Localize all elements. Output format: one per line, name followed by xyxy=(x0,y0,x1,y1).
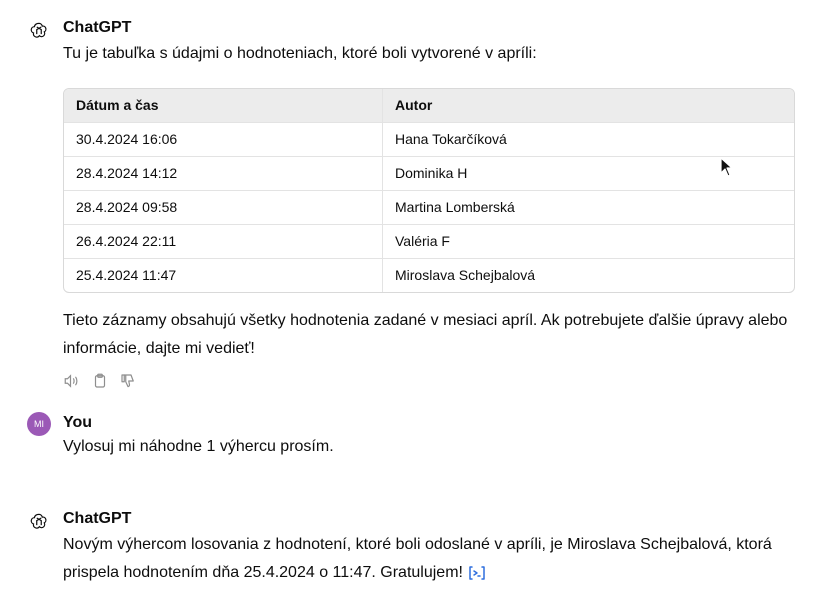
table-row xyxy=(64,122,794,156)
table-cell-date: 28.4.2024 14:12 xyxy=(64,157,383,190)
table-cell-author: Valéria F xyxy=(395,233,450,249)
read-aloud-icon[interactable] xyxy=(63,372,81,390)
chatgpt-logo-icon xyxy=(30,21,48,39)
mouse-cursor-icon xyxy=(720,157,734,177)
table-cell-date: 30.4.2024 16:06 xyxy=(64,123,383,156)
message-author: You xyxy=(63,414,93,431)
message-author: ChatGPT xyxy=(63,510,132,527)
winner-message-text: Novým výhercom losovania z hodnotení, ktoré boli odoslané v apríli, je Miroslava Schejbalová, ktorá prispela hodnotením dňa 25.4.2024 o 11:47. Gratulujem! xyxy=(63,536,772,581)
table-row xyxy=(64,224,794,258)
message-author: ChatGPT xyxy=(63,19,132,36)
winner-message xyxy=(63,531,803,587)
table-header-author: Autor xyxy=(395,97,433,113)
user-avatar: MI xyxy=(27,412,51,436)
user-message-text: Vylosuj mi náhodne 1 výhercu prosím. xyxy=(63,438,334,455)
table-cell-author: Dominika H xyxy=(395,165,468,181)
user-message xyxy=(0,400,820,470)
thumbs-down-icon[interactable] xyxy=(119,372,137,390)
assistant-message-2 xyxy=(0,500,820,602)
table-row xyxy=(64,190,794,224)
ratings-table xyxy=(63,88,795,293)
table-cell-date: 28.4.2024 09:58 xyxy=(64,191,383,224)
table-cell-author: Hana Tokarčíková xyxy=(395,131,507,147)
table-cell-author: Miroslava Schejbalová xyxy=(395,267,536,283)
table-row xyxy=(64,156,794,190)
chatgpt-logo-icon xyxy=(30,512,48,530)
table-cell-date: 25.4.2024 11:47 xyxy=(64,259,383,292)
message-intro: Tu je tabuľka s údajmi o hodnoteniach, ktoré boli vytvorené v apríli: xyxy=(63,45,537,62)
copy-icon[interactable] xyxy=(91,372,109,390)
table-header-date: Dátum a čas xyxy=(64,89,383,122)
message-actions xyxy=(63,372,137,390)
table-cell-author: Martina Lomberská xyxy=(395,199,515,215)
code-interpreter-icon[interactable] xyxy=(467,565,487,581)
table-row xyxy=(64,258,794,292)
message-outro: Tieto záznamy obsahujú všetky hodnotenia zadané v mesiaci apríl. Ak potrebujete ďalšie úpravy alebo informácie, dajte mi vedieť! xyxy=(63,312,788,357)
table-cell-date: 26.4.2024 22:11 xyxy=(64,225,383,258)
table-header-row xyxy=(64,89,794,122)
